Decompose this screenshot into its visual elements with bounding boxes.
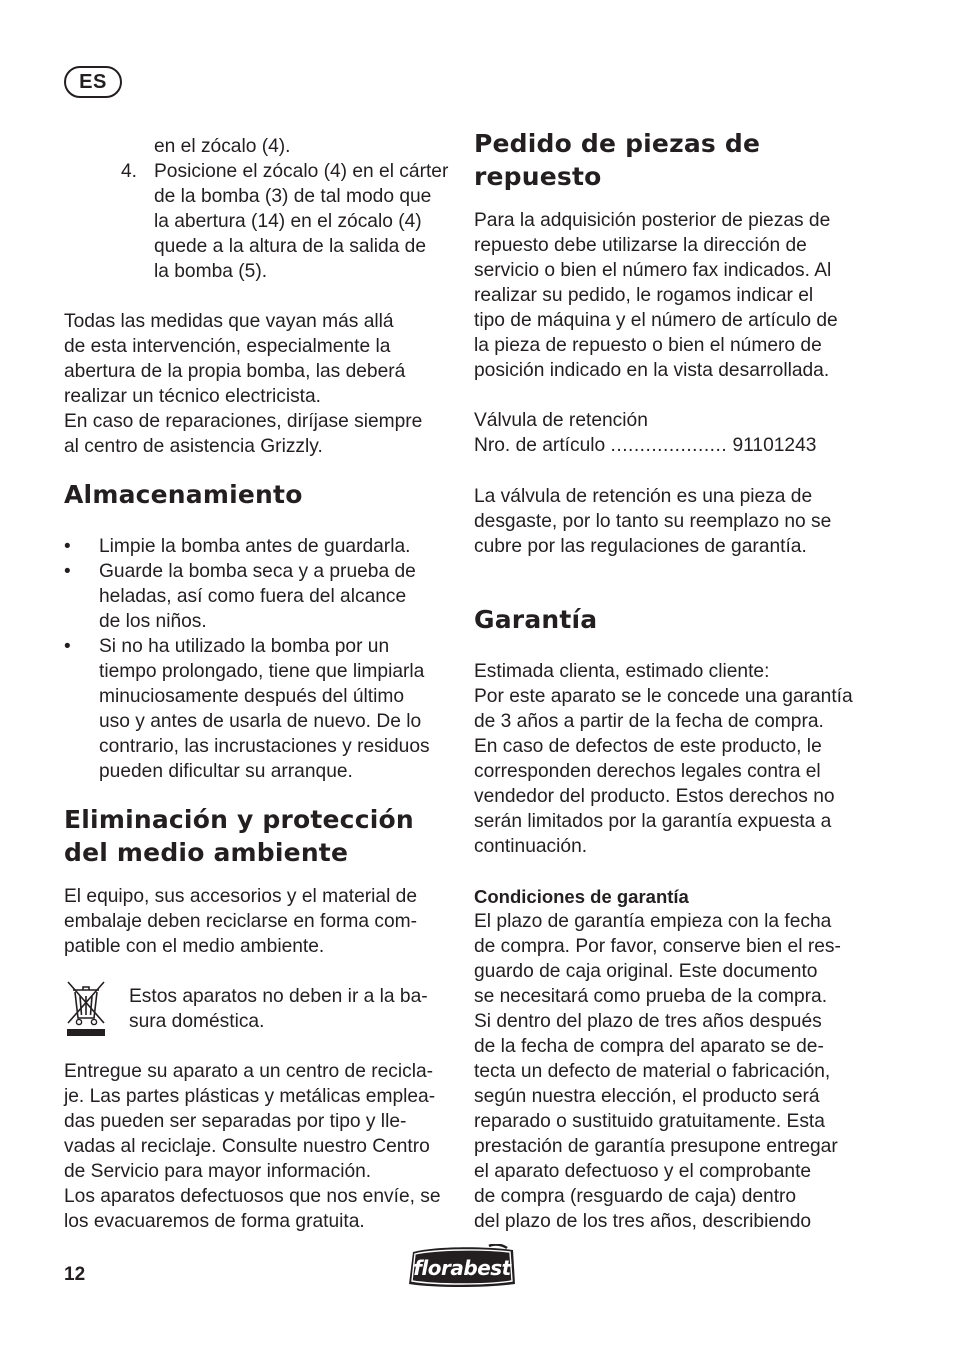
bullet-line: Limpie la bomba antes de guardarla. <box>99 536 411 557</box>
paragraph-line: realizar un técnico electricista. <box>64 386 322 407</box>
brand-logo <box>405 1244 519 1290</box>
paragraph-line: el aparato defectuoso y el comprobante <box>474 1161 812 1182</box>
heading-disposal: Eliminación y protección <box>64 805 414 834</box>
weee-text: Estos aparatos no deben ir a la ba- <box>129 986 428 1007</box>
paragraph-line: vadas al reciclaje. Consulte nuestro Centro <box>64 1136 430 1157</box>
step-line: Posicione el zócalo (4) en el cárter <box>154 161 449 182</box>
bullet-line: uso y antes de usarla de nuevo. De lo <box>99 711 422 732</box>
paragraph-line: abertura de la propia bomba, las deberá <box>64 361 406 382</box>
weee-bin-icon <box>64 978 108 1036</box>
weee-text: sura doméstica. <box>129 1011 265 1032</box>
paragraph-line: de 3 años a partir de la fecha de compra. <box>474 711 824 732</box>
step-number: 4. <box>121 161 138 182</box>
paragraph-line: guardo de caja original. Este documento <box>474 961 818 982</box>
bullet: • <box>64 536 71 557</box>
paragraph-line: Los aparatos defectuosos que nos envíe, se <box>64 1186 441 1207</box>
paragraph-line: embalaje deben reciclarse en forma com- <box>64 911 418 932</box>
paragraph-line: corresponden derechos legales contra el <box>474 761 821 782</box>
paragraph-line: de compra (resguardo de caja) dentro <box>474 1186 797 1207</box>
bullet-line: Si no ha utilizado la bomba por un <box>99 636 390 657</box>
continuation-line: en el zócalo (4). <box>154 136 291 157</box>
paragraph-line: El equipo, sus accesorios y el material de <box>64 886 418 907</box>
paragraph-line: reparado o sustituido gratuitamente. Esta <box>474 1111 825 1132</box>
paragraph-line: al centro de asistencia Grizzly. <box>64 436 323 457</box>
step-line: quede a la altura de la salida de <box>154 236 427 257</box>
paragraph-line: Para la adquisición posterior de piezas de <box>474 210 831 231</box>
paragraph-line: serán limitados por la garantía expuesta a <box>474 811 832 832</box>
article-label: Nro. de artículo <box>474 435 606 456</box>
language-badge: ES <box>64 66 122 98</box>
bullet-line: pueden dificultar su arranque. <box>99 761 353 782</box>
article-dots: .................... <box>610 435 728 456</box>
heading-disposal: del medio ambiente <box>64 838 349 867</box>
bullet-line: contrario, las incrustaciones y residuos <box>99 736 430 757</box>
paragraph-line: de compra. Por favor, conserve bien el res- <box>474 936 841 957</box>
paragraph-line: realizar su pedido, le rogamos indicar el <box>474 285 814 306</box>
bullet-line: de los niños. <box>99 611 207 632</box>
step-line: la bomba (5). <box>154 261 268 282</box>
paragraph-line: servicio o bien el número fax indicados. Al <box>474 260 832 281</box>
brand-logo-text: florabest <box>413 1256 511 1280</box>
paragraph-line: tipo de máquina y el número de artículo de <box>474 310 838 331</box>
article-row <box>474 433 816 458</box>
paragraph-line: Estimada clienta, estimado cliente: <box>474 661 770 682</box>
bullet: • <box>64 561 71 582</box>
bullet-line: heladas, así como fuera del alcance <box>99 586 407 607</box>
paragraph-line: Por este aparato se le concede una garantía <box>474 686 853 707</box>
paragraph-line: posición indicado en la vista desarrollada. <box>474 360 830 381</box>
heading-storage: Almacenamiento <box>64 480 303 509</box>
paragraph-line: En caso de defectos de este producto, le <box>474 736 822 757</box>
paragraph-line: El plazo de garantía empieza con la fecha <box>474 911 832 932</box>
paragraph-line: la pieza de repuesto o bien el número de <box>474 335 822 356</box>
paragraph-line: La válvula de retención es una pieza de <box>474 486 813 507</box>
bullet-line: Guarde la bomba seca y a prueba de <box>99 561 416 582</box>
bullet-line: tiempo prolongado, tiene que limpiarla <box>99 661 425 682</box>
heading-spare-parts: repuesto <box>474 162 602 191</box>
step-line: la abertura (14) en el zócalo (4) <box>154 211 422 232</box>
paragraph-line: En caso de reparaciones, diríjase siempre <box>64 411 423 432</box>
heading-spare-parts: Pedido de piezas de <box>474 129 761 158</box>
paragraph-line: continuación. <box>474 836 588 857</box>
bullet-line: minuciosamente después del último <box>99 686 405 707</box>
paragraph-line: Todas las medidas que vayan más allá <box>64 311 394 332</box>
paragraph-line: de la fecha de compra del aparato se de- <box>474 1036 824 1057</box>
paragraph-line: das pueden ser separadas por tipo y lle- <box>64 1111 407 1132</box>
paragraph-line: vendedor del producto. Estos derechos no <box>474 786 835 807</box>
paragraph-line: los evacuaremos de forma gratuita. <box>64 1211 365 1232</box>
paragraph-line: cubre por las regulaciones de garantía. <box>474 536 807 557</box>
paragraph-line: desgaste, por lo tanto su reemplazo no se <box>474 511 832 532</box>
paragraph-line: je. Las partes plásticas y metálicas emplea- <box>64 1086 436 1107</box>
valve-label: Válvula de retención <box>474 410 648 431</box>
bullet: • <box>64 636 71 657</box>
subheading-conditions: Condiciones de garantía <box>474 886 689 907</box>
paragraph-line: de esta intervención, especialmente la <box>64 336 391 357</box>
paragraph-line: tecta un defecto de material o fabricación, <box>474 1061 831 1082</box>
paragraph-line: Entregue su aparato a un centro de recicla- <box>64 1061 434 1082</box>
paragraph-line: patible con el medio ambiente. <box>64 936 325 957</box>
paragraph-line: del plazo de los tres años, describiendo <box>474 1211 812 1232</box>
step-line: de la bomba (3) de tal modo que <box>154 186 432 207</box>
paragraph-line: de Servicio para mayor información. <box>64 1161 372 1182</box>
page-number: 12 <box>64 1264 86 1285</box>
paragraph-line: repuesto debe utilizarse la dirección de <box>474 235 807 256</box>
heading-warranty: Garantía <box>474 605 598 634</box>
paragraph-line: se necesitará como prueba de la compra. <box>474 986 828 1007</box>
paragraph-line: según nuestra elección, el producto será <box>474 1086 820 1107</box>
article-number: 91101243 <box>732 435 817 456</box>
paragraph-line: prestación de garantía presupone entregar <box>474 1136 838 1157</box>
paragraph-line: Si dentro del plazo de tres años después <box>474 1011 822 1032</box>
